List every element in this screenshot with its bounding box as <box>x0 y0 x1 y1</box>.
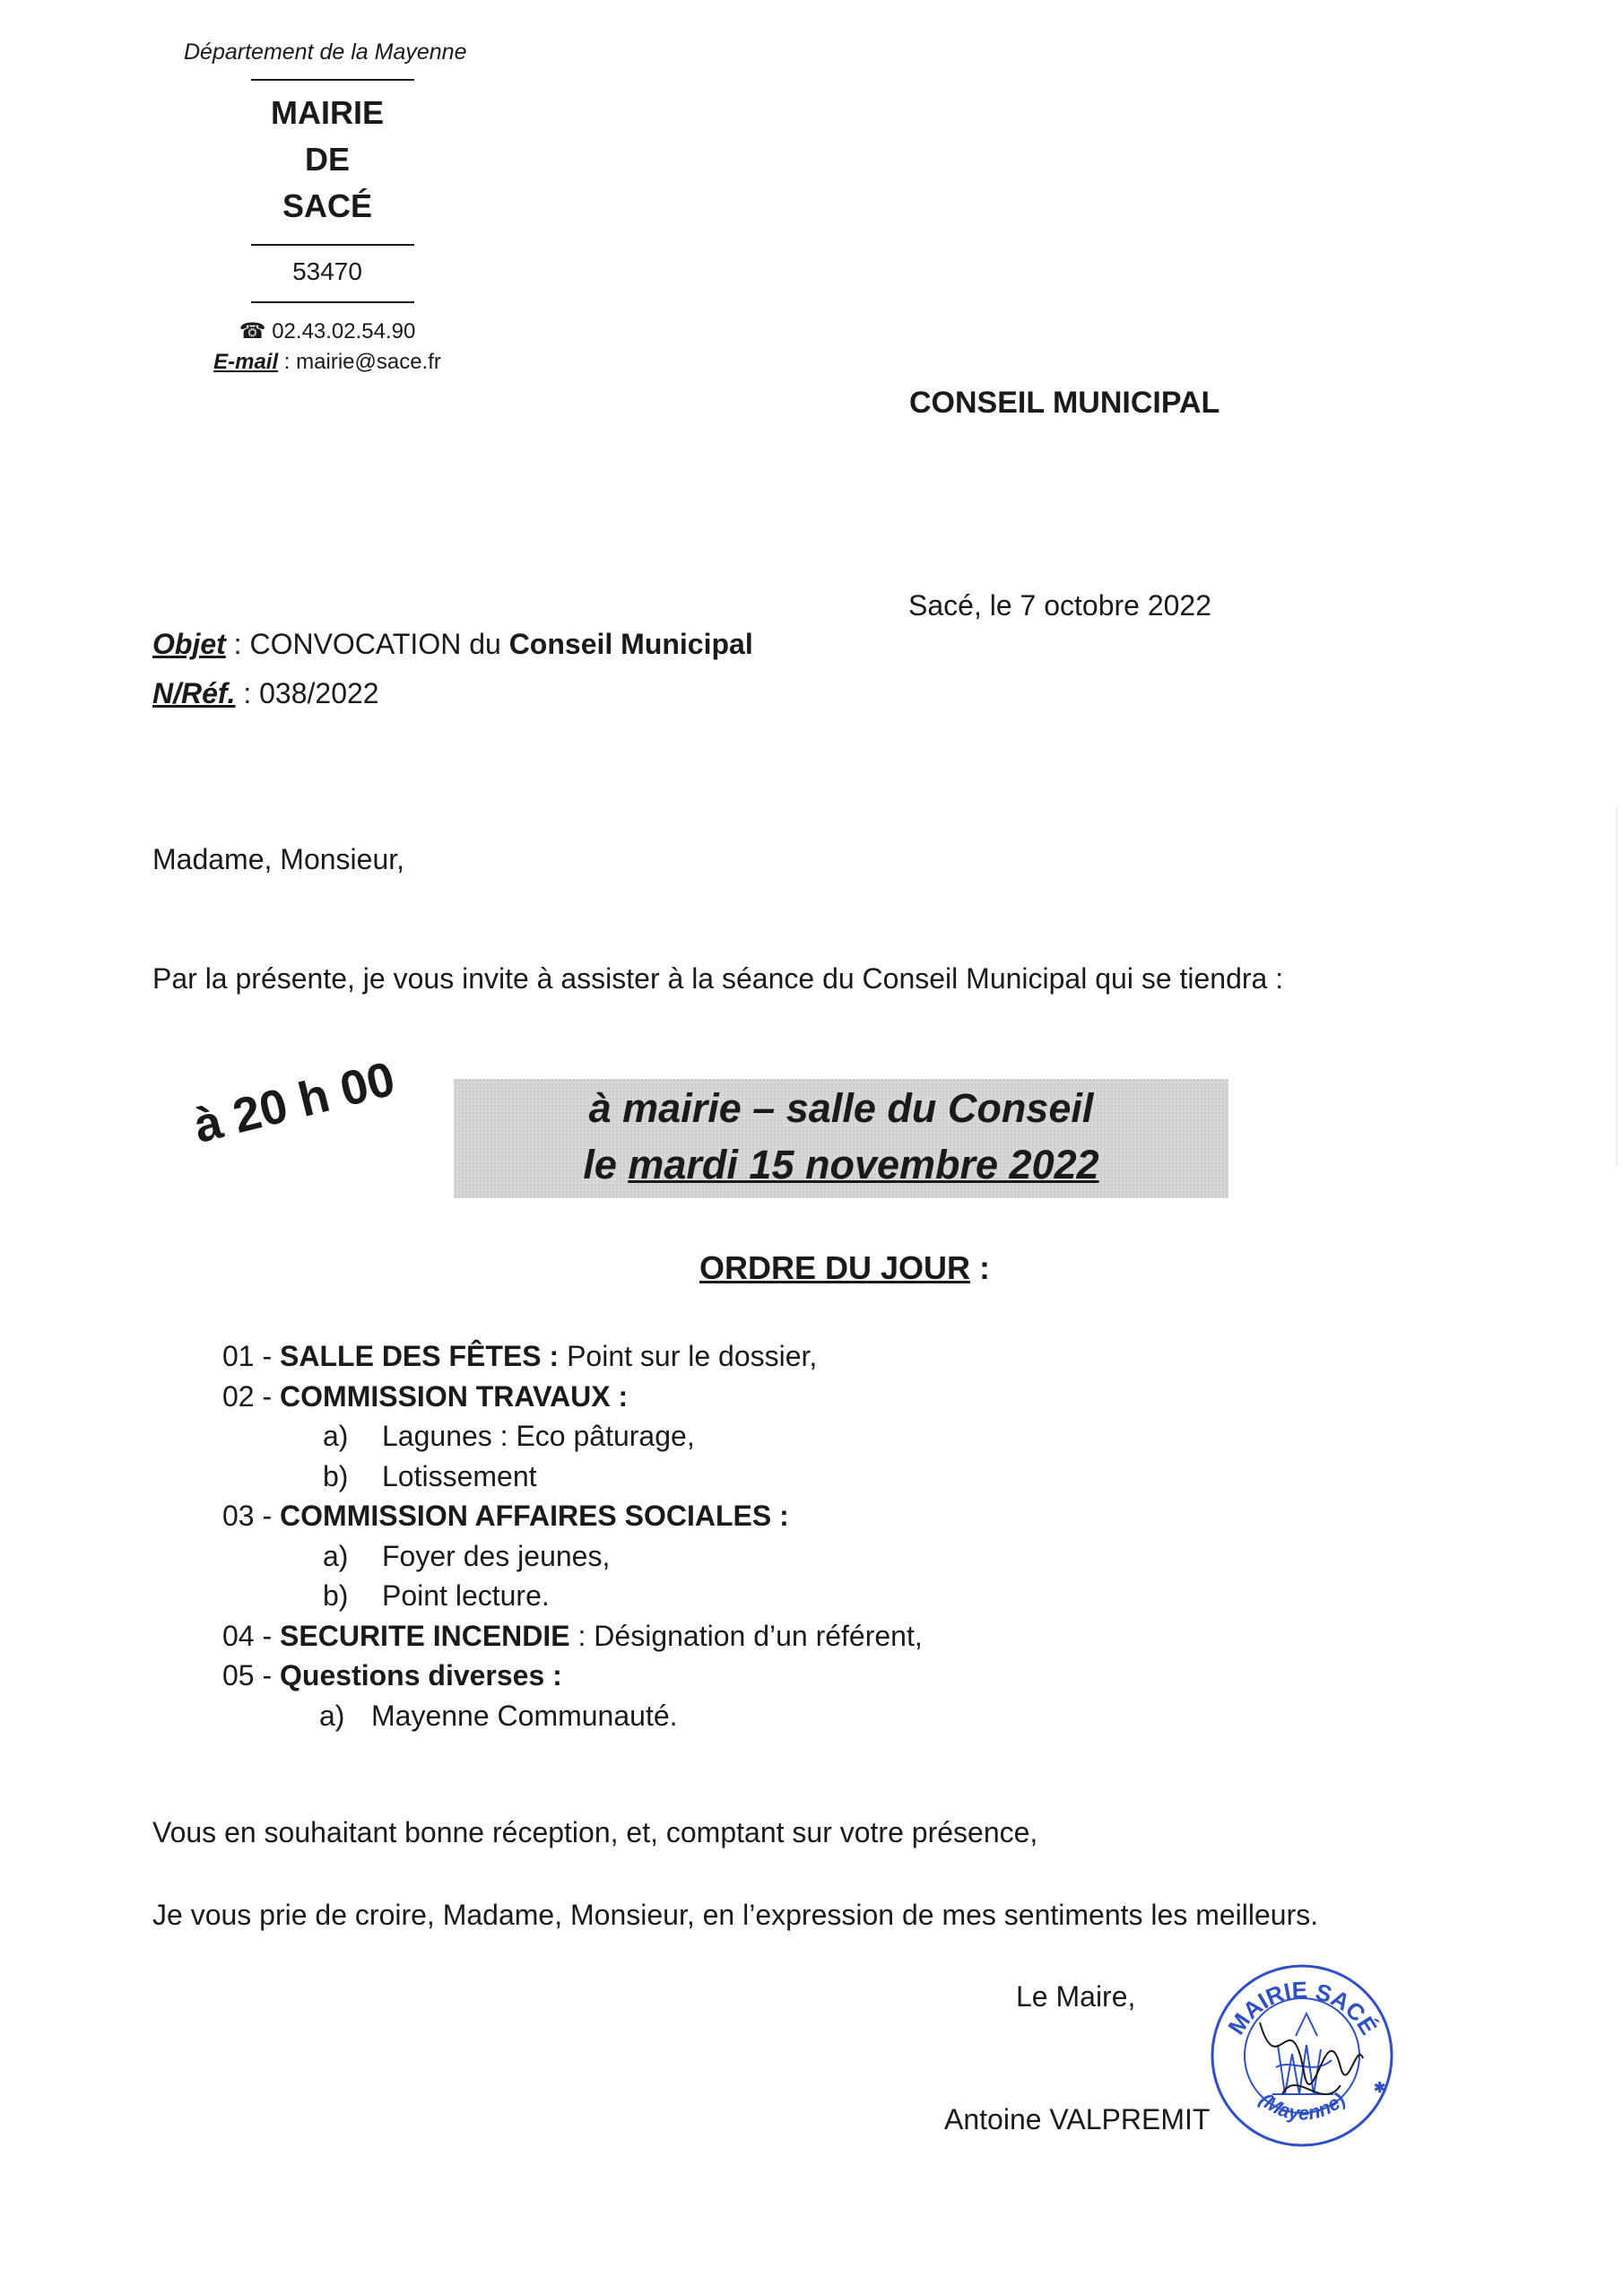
agenda-subitem-letter: a) <box>319 1699 345 1732</box>
agenda-item-number: 01 - <box>222 1340 281 1372</box>
agenda-title-suffix: : <box>970 1249 991 1286</box>
agenda-subitem-text: Point lecture. <box>382 1579 550 1612</box>
meeting-date-prefix: le <box>583 1142 629 1187</box>
agenda-subitem-text: Lagunes : Eco pâturage, <box>382 1420 695 1452</box>
agenda-item <box>222 1377 923 1417</box>
reference-separator: : <box>235 677 260 709</box>
closing-line-1: Vous en souhaitant bonne réception, et, comptant sur votre présence, <box>152 1816 1038 1848</box>
reference-line <box>152 677 379 710</box>
agenda-subitem <box>222 1696 923 1736</box>
agenda-item-number: 02 - <box>222 1379 281 1413</box>
agenda-list <box>222 1336 923 1735</box>
header-divider <box>251 244 414 246</box>
agenda-item <box>222 1616 923 1657</box>
phone-number: 02.43.02.54.90 <box>272 319 416 344</box>
meeting-time: à 20 h 00 <box>188 1051 401 1154</box>
meeting-date-value: mardi 15 novembre 2022 <box>628 1142 1099 1187</box>
agenda-item-number: 05 - <box>222 1659 281 1692</box>
agenda-subitem-letter: a) <box>323 1420 349 1452</box>
agenda-item <box>222 1656 923 1696</box>
date-line: Sacé, le 7 octobre 2022 <box>908 589 1212 622</box>
phone-icon: ☎ <box>239 319 266 344</box>
stamp-top-text: MAIRIE SACÉ <box>1222 1976 1383 2039</box>
closing-line-2: Je vous prie de croire, Madame, Monsieur, en l’expression de mes sentiments les meilleurs. <box>152 1899 1319 1931</box>
agenda-subitem-text: Lotissement <box>382 1459 537 1492</box>
council-title: CONSEIL MUNICIPAL <box>909 386 1220 420</box>
mairie-title <box>251 90 404 230</box>
agenda-title <box>699 1249 990 1287</box>
reference-value: 038/2022 <box>259 677 379 709</box>
department-label: Département de la Mayenne <box>184 39 467 65</box>
scan-edge-mark <box>1616 807 1618 1166</box>
handwritten-signature <box>1260 2022 1363 2094</box>
official-stamp <box>1206 1960 1399 2152</box>
agenda-item-label: COMMISSION TRAVAUX : <box>280 1379 629 1413</box>
subject-bold: Conseil Municipal <box>508 628 753 660</box>
header-divider <box>251 79 414 81</box>
reference-label: N/Réf. <box>152 677 236 709</box>
agenda-title-text: ORDRE DU JOUR <box>699 1249 971 1286</box>
salutation: Madame, Monsieur, <box>152 843 405 875</box>
stamp-star-icon: ✱ <box>1374 2081 1386 2096</box>
subject-separator: : <box>225 628 250 660</box>
subject-line <box>152 628 753 661</box>
stamp-emblem <box>1272 2013 1333 2094</box>
postal-code: 53470 <box>292 257 362 285</box>
signature-role: Le Maire, <box>1016 1980 1136 2013</box>
meeting-date <box>454 1142 1228 1188</box>
mairie-line-2: DE <box>304 141 350 178</box>
agenda-subitem-letter: b) <box>323 1459 349 1492</box>
agenda-item-number: 03 - <box>222 1500 281 1532</box>
agenda-item-label: COMMISSION AFFAIRES SOCIALES : <box>280 1500 789 1532</box>
agenda-subitem <box>222 1416 923 1457</box>
agenda-subitem-text: Mayenne Communauté. <box>371 1699 678 1732</box>
agenda-subitem <box>222 1536 923 1577</box>
header-divider <box>251 301 414 303</box>
email-line <box>179 350 475 375</box>
agenda-item <box>222 1336 923 1377</box>
agenda-item-text: Point sur le dossier, <box>559 1340 818 1372</box>
agenda-item-label: Questions diverses : <box>280 1659 562 1692</box>
mairie-line-3: SACÉ <box>282 187 373 224</box>
agenda-subitem-text: Foyer des jeunes, <box>382 1539 611 1572</box>
stamp-bottom-text: (Mayenne) <box>1254 2088 1350 2125</box>
email-label: E-mail <box>213 350 279 374</box>
agenda-subitem <box>222 1457 923 1497</box>
agenda-item-number: 04 - <box>222 1619 281 1652</box>
agenda-item-label: SECURITE INCENDIE <box>280 1619 570 1652</box>
subject-text: CONVOCATION du <box>249 628 509 660</box>
meeting-place: à mairie – salle du Conseil <box>588 1085 1094 1131</box>
agenda-item <box>222 1496 923 1536</box>
agenda-subitem-letter: b) <box>323 1579 349 1612</box>
agenda-subitem <box>222 1576 923 1616</box>
mairie-line-1: MAIRIE <box>271 94 384 131</box>
agenda-item-label: SALLE DES FÊTES : <box>280 1340 560 1372</box>
agenda-subitem-letter: a) <box>323 1539 349 1572</box>
subject-label: Objet <box>152 628 226 660</box>
email-address[interactable]: mairie@sace.fr <box>296 350 441 374</box>
phone-line <box>206 318 448 344</box>
signature-name: Antoine VALPREMIT <box>944 2103 1211 2135</box>
email-separator: : <box>278 350 297 374</box>
agenda-item-text: : Désignation d’un référent, <box>569 1619 923 1652</box>
intro-paragraph: Par la présente, je vous invite à assister à la séance du Conseil Municipal qui se tiendra : <box>152 962 1284 995</box>
